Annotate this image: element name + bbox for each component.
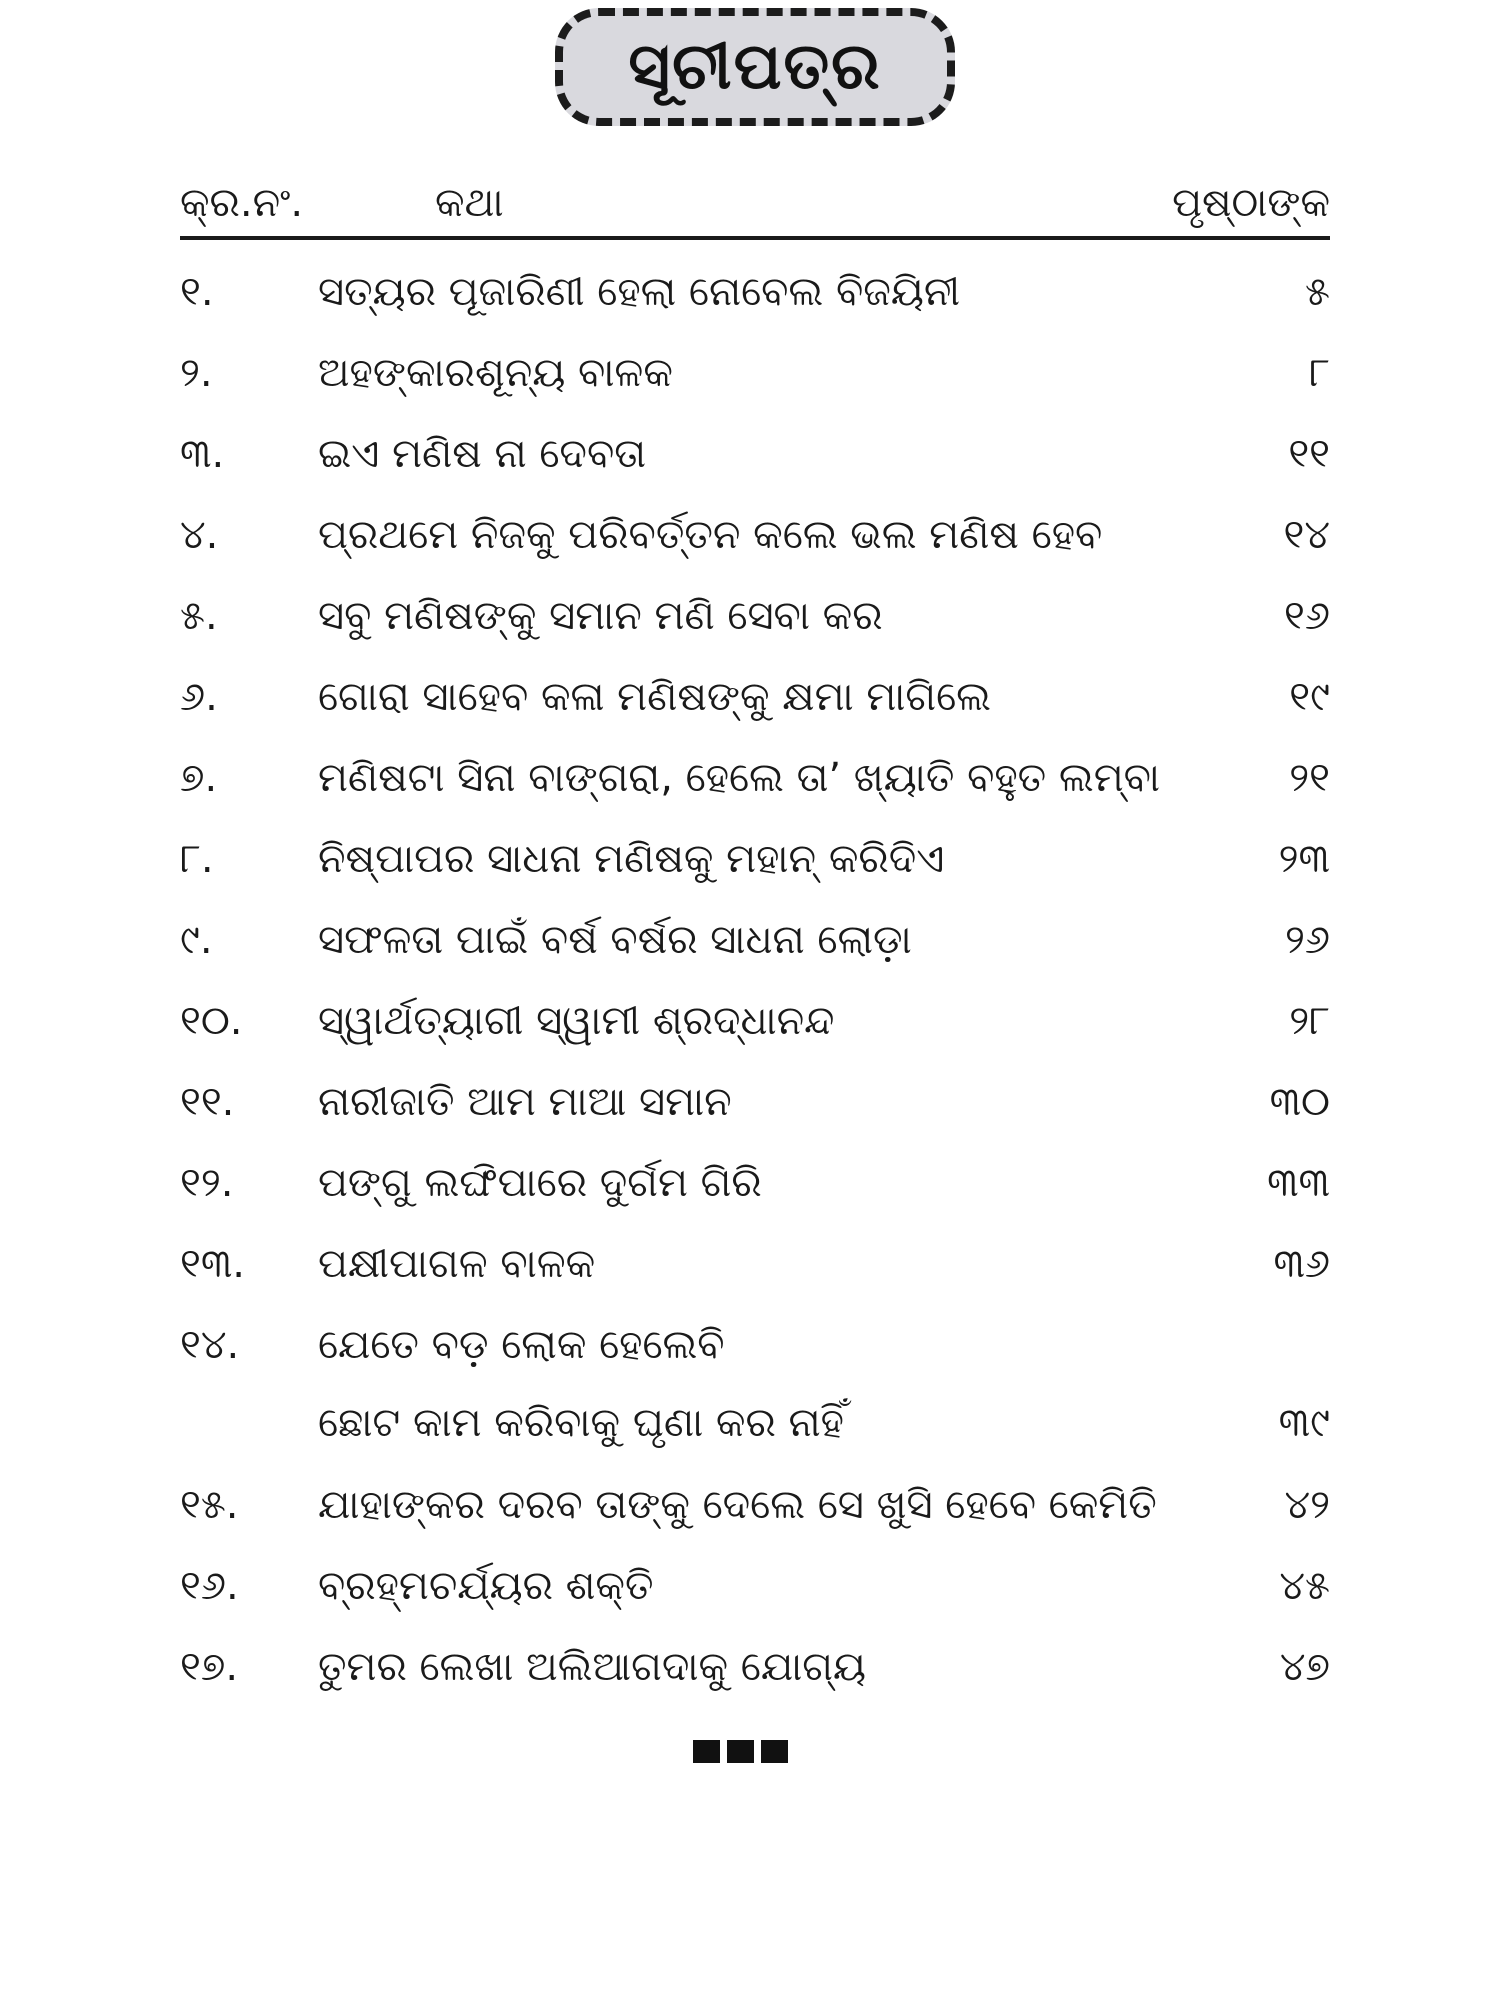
page-title: ସୂଚୀପତ୍ର: [628, 30, 882, 104]
list-item: [180, 1153, 1330, 1234]
list-item: [180, 829, 1330, 910]
entry-page: ୧୧: [1288, 431, 1330, 477]
header-divider: [180, 236, 1330, 240]
entry-number: ୮.: [180, 836, 214, 882]
list-item: [180, 1234, 1330, 1315]
entry-number: ୨.: [180, 350, 213, 396]
entry-number: ୧୦.: [180, 998, 243, 1044]
list-item: [180, 1556, 1330, 1637]
list-item: [180, 1475, 1330, 1556]
entry-title: ଗୋରା ସାହେବ କଳା ମଣିଷଙ୍କୁ କ୍ଷମା ମାଗିଲେ: [318, 674, 991, 720]
end-block: [693, 1740, 720, 1763]
header-story: କଥା: [435, 180, 504, 226]
entry-number: ୧୫.: [180, 1482, 239, 1528]
entry-title: ସବୁ ମଣିଷଙ୍କୁ ସମାନ ମଣି ସେବା କର: [318, 593, 883, 639]
entry-number: ୬.: [180, 674, 218, 720]
list-item: [180, 667, 1330, 748]
entry-page: ୫: [1305, 269, 1330, 315]
contents-list: [180, 262, 1330, 1718]
entry-page: ୧୯: [1289, 674, 1330, 720]
entry-page: ୪୫: [1279, 1563, 1330, 1609]
list-item: [180, 262, 1330, 343]
entry-page: ୨୮: [1289, 998, 1330, 1044]
entry-number: ୧.: [180, 269, 214, 315]
entry-title: ନିଷ୍ପାପର ସାଧନା ମଣିଷକୁ ମହାନ୍ କରିଦିଏ: [318, 836, 945, 882]
list-item: [180, 1637, 1330, 1718]
entry-number: ୧୩.: [180, 1241, 245, 1287]
entry-title: ପ୍ରଥମେ ନିଜକୁ ପରିବର୍ତ୍ତନ କଲେ ଭଲ ମଣିଷ ହେବ: [318, 512, 1103, 558]
entry-number: ୯.: [180, 917, 213, 963]
entry-page: ୧୬: [1284, 593, 1330, 639]
entry-page: ୩୬: [1273, 1241, 1330, 1287]
entry-title: ପଙ୍ଗୁ ଲଙ୍ଘିପାରେ ଦୁର୍ଗମ ଗିରି: [318, 1160, 762, 1206]
header-page-number: ପୃଷ୍ଠାଙ୍କ: [1172, 180, 1330, 226]
entry-title: ମଣିଷଟା ସିନା ବାଙ୍ଗରା, ହେଲେ ତା’ ଖ୍ୟାତି ବହୁତ ଲମ୍ବା: [318, 755, 1161, 801]
end-ornament: [693, 1740, 788, 1763]
entry-number: ୧୧.: [180, 1079, 235, 1125]
entry-page: ୪୨: [1284, 1482, 1330, 1528]
list-item: [180, 910, 1330, 991]
entry-page: ୮: [1309, 350, 1330, 396]
entry-number: ୧୭.: [180, 1644, 239, 1690]
entry-title-line2: ଛୋଟ କାମ କରିବାକୁ ଘୃଣା କର ନାହିଁ: [318, 1400, 844, 1446]
entry-title: ସତ୍ୟର ପୂଜାରିଣୀ ହେଲା ନୋବେଲ ବିଜୟିନୀ: [318, 269, 961, 315]
list-item: [180, 1072, 1330, 1153]
title-banner: [555, 8, 955, 126]
entry-page: ୨୧: [1289, 755, 1330, 801]
list-item: [180, 991, 1330, 1072]
entry-title: ଯାହାଙ୍କର ଦରବ ତାଙ୍କୁ ଦେଲେ ସେ ଖୁସି ହେବେ କେମିତି: [318, 1482, 1157, 1528]
list-item: [180, 424, 1330, 505]
entry-page: ୪୭: [1279, 1644, 1330, 1690]
entry-title: ବ୍ରହ୍ମଚର୍ଯ୍ୟର ଶକ୍ତି: [318, 1563, 654, 1609]
entry-title: ସଫଳତା ପାଇଁ ବର୍ଷ ବର୍ଷର ସାଧନା ଲୋଡ଼ା: [318, 917, 912, 963]
list-item: [180, 343, 1330, 424]
entry-title-line1: ଯେତେ ବଡ଼ ଲୋକ ହେଲେବି: [318, 1322, 725, 1368]
list-item: [180, 505, 1330, 586]
entry-title: ପକ୍ଷୀପାଗଳ ବାଳକ: [318, 1241, 596, 1287]
entry-page: ୨୩: [1278, 836, 1330, 882]
entry-page: ୩୦: [1269, 1079, 1330, 1125]
entry-number: ୭.: [180, 755, 218, 801]
entry-page: ୩୩: [1267, 1160, 1330, 1206]
entry-title: ଇଏ ମଣିଷ ନା ଦେବତା: [318, 431, 647, 477]
end-block: [761, 1740, 788, 1763]
entry-number: ୧୬.: [180, 1563, 239, 1609]
entry-title: ସ୍ୱାର୍ଥତ୍ୟାଗୀ ସ୍ୱାମୀ ଶ୍ରଦ୍ଧାନନ୍ଦ: [318, 998, 835, 1044]
entry-title: ନାରୀଜାତି ଆମ ମାଆ ସମାନ: [318, 1079, 732, 1125]
entry-page: ୩୯: [1278, 1400, 1330, 1446]
entry-number: ୧୨.: [180, 1160, 234, 1206]
entry-page: ୨୬: [1284, 917, 1330, 963]
entry-number: ୪.: [180, 512, 219, 558]
entry-number: ୩.: [180, 431, 225, 477]
entry-title: ତୁମର ଲେଖା ଅଲିଆଗଦାକୁ ଯୋଗ୍ୟ: [318, 1644, 866, 1690]
entry-title: ଅହଙ୍କାରଶୂନ୍ୟ ବାଳକ: [318, 350, 673, 396]
list-item: [180, 586, 1330, 667]
entry-number: ୫.: [180, 593, 218, 639]
end-block: [727, 1740, 754, 1763]
entry-number: ୧୪.: [180, 1322, 240, 1368]
entry-title: [318, 1315, 1188, 1453]
entry-page: ୧୪: [1283, 512, 1330, 558]
list-item: [180, 748, 1330, 829]
header-serial-number: କ୍ର.ନଂ.: [180, 180, 304, 226]
list-item: [180, 1315, 1330, 1475]
table-header: [180, 170, 1330, 230]
